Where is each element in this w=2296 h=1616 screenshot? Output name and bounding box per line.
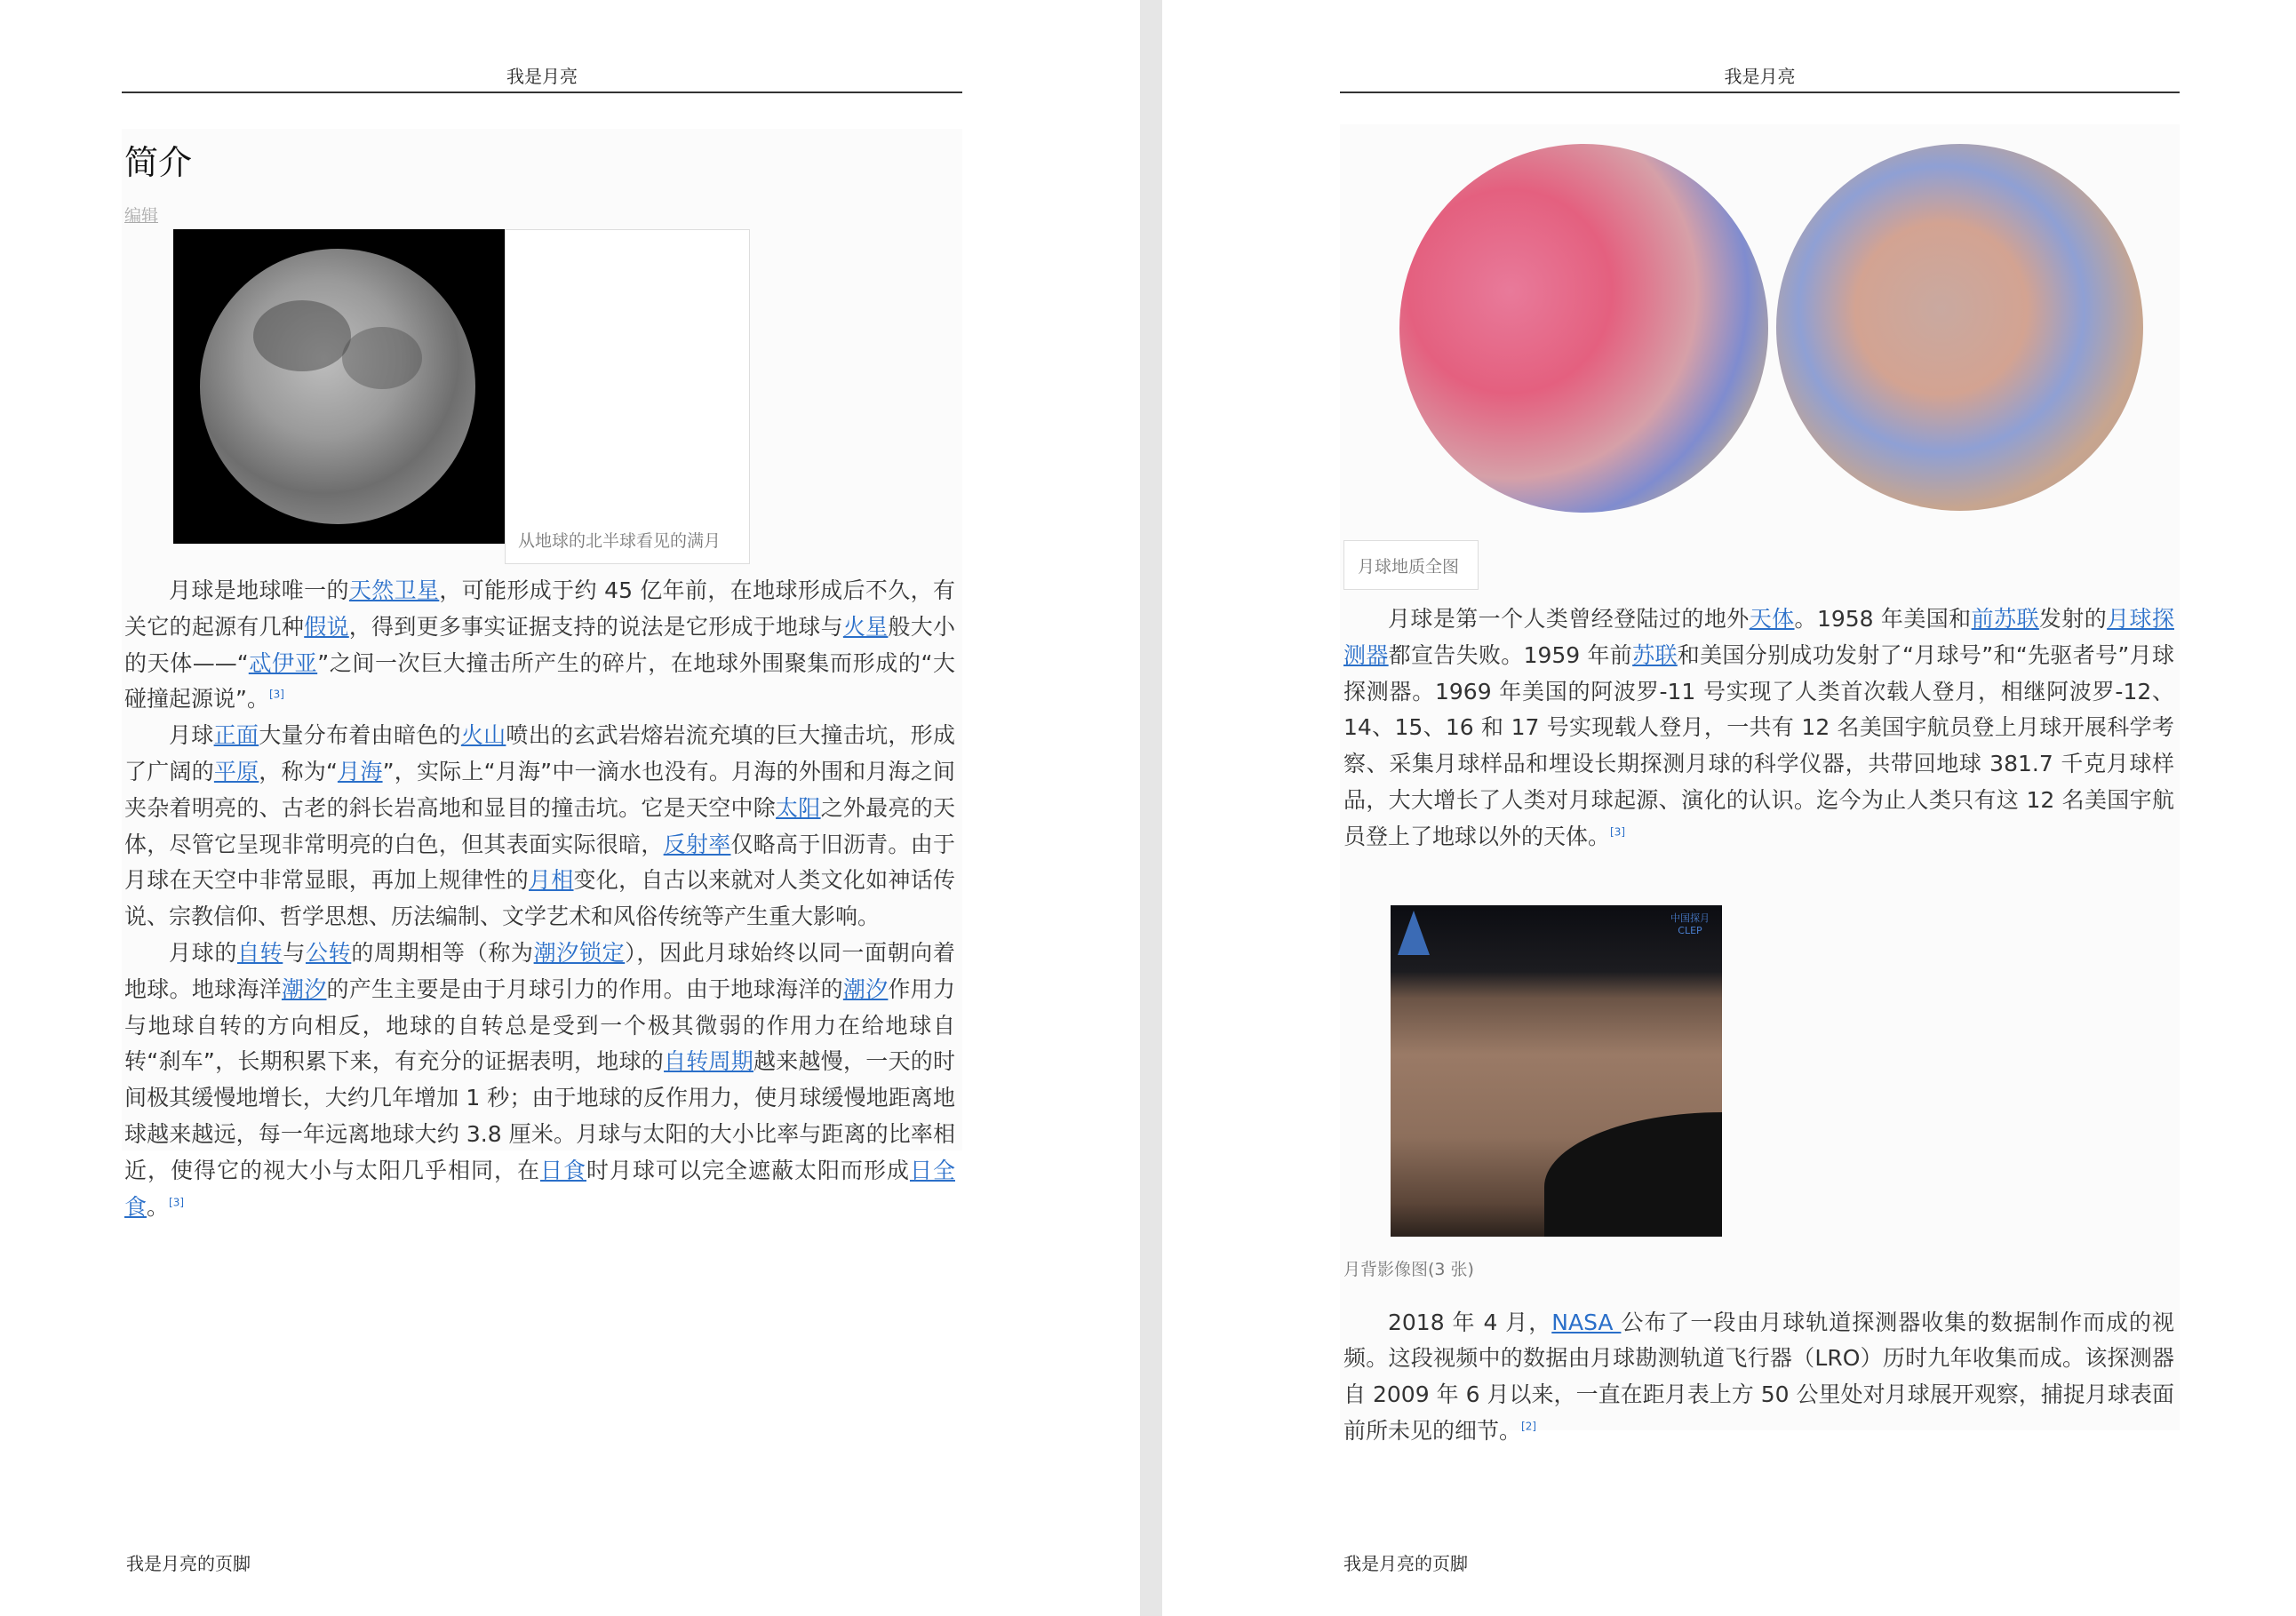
image-caption: 月球地质全图 <box>1358 557 1460 577</box>
far-side-image[interactable] <box>1391 905 1722 1237</box>
page-left <box>0 0 1140 1616</box>
page-header: 我是月亮 <box>1724 66 1796 87</box>
page-gutter <box>1140 0 1162 1616</box>
link-theia[interactable]: 忒伊亚 <box>248 649 318 676</box>
link-lunar-phase[interactable]: 月相 <box>528 867 574 894</box>
link-rotation-period[interactable]: 自转周期 <box>664 1048 754 1075</box>
header-rule <box>122 92 962 93</box>
link-mars[interactable]: 火星 <box>842 613 889 640</box>
page-footer: 我是月亮的页脚 <box>1343 1553 1468 1574</box>
paragraph-rotation: 月球的自转与公转的周期相等（称为潮汐锁定），因此月球始终以同一面朝向着地球。地球海洋潮汐的产生主要是由于月球引力的作用。由于地球海洋的潮汐作用力与地球自转的方向相反，地球的自转总是受到一个极其微弱的作用力在给地球自转“刹车”，长期积累下来，有充分的证据表明，地球的自转周期越来越慢，一天的时间极其缓慢地增长，大约几年增加 1 秒；由于地球的反作用力，使月球缓慢地距离地球越来越远，每一年远离地球大约 3.8 厘米。月球与太阳的大小比率与距离的比率相近，使得它的视大小与太阳几乎相同，在日食时月球可以完全遮蔽太阳而形成日全食。[3] <box>124 939 955 1220</box>
link-tidal-locking[interactable]: 潮汐锁定 <box>533 939 626 966</box>
image-caption: 月背影像图(3 张) <box>1343 1259 1474 1279</box>
link-celestial-body[interactable]: 天体 <box>1749 606 1795 632</box>
link-albedo[interactable]: 反射率 <box>663 831 731 857</box>
link-sun[interactable]: 太阳 <box>776 794 821 821</box>
link-former-soviet[interactable]: 前苏联 <box>1971 606 2039 632</box>
link-rotation[interactable]: 自转 <box>236 939 283 966</box>
paragraph-origin: 月球是地球唯一的天然卫星，可能形成于约 45 亿年前，在地球形成后不久，有关它的起源有几种假说，得到更多事实证据支持的说法是它形成于地球与火星般大小的天体——“忒伊亚”之间一次巨大撞击所产生的碎片，在地球外围聚集而形成的“大碰撞起源说”。[3] <box>124 577 955 712</box>
citation-link[interactable]: [2] <box>1521 1420 1537 1433</box>
citation-link[interactable]: [3] <box>169 1196 185 1209</box>
header-rule <box>1340 92 2180 93</box>
link-solar-eclipse[interactable]: 日食 <box>539 1157 586 1183</box>
image-caption: 从地球的北半球看见的满月 <box>518 531 721 551</box>
clep-logo: 中国探月 CLEP <box>1670 911 1710 936</box>
page-header: 我是月亮 <box>506 66 578 87</box>
link-soviet[interactable]: 苏联 <box>1632 641 1678 668</box>
link-tide[interactable]: 潮汐 <box>281 975 327 1002</box>
section-heading: 简介 <box>124 143 193 182</box>
link-plain[interactable]: 平原 <box>213 758 259 784</box>
page-right <box>1162 0 2296 1616</box>
link-near-side[interactable]: 正面 <box>213 722 259 749</box>
paragraph-nasa-video: 2018 年 4 月，NASA 公布了一段由月球轨道探测器收集的数据制作而成的视频。这段视频中的数据由月球勘测轨道飞行器（LRO）历时九年收集而成。该探测器自 2009 年 6 月以来，一直在距月表上方 50 公里处对月球展开观察，捕捉月球表面前所未见的细节。[2] <box>1343 1309 2174 1444</box>
link-total-eclipse[interactable]: 日全食 <box>124 1157 955 1220</box>
rover-logo-icon <box>1398 911 1430 955</box>
edit-link[interactable]: 编辑 <box>124 206 159 226</box>
link-natural-satellite[interactable]: 天然卫星 <box>348 577 440 603</box>
image-caption-box <box>505 229 750 564</box>
link-hypothesis[interactable]: 假说 <box>304 613 349 640</box>
page-footer: 我是月亮的页脚 <box>126 1553 251 1574</box>
citation-link[interactable]: [3] <box>1610 825 1626 839</box>
link-volcano[interactable]: 火山 <box>460 722 506 749</box>
paragraph-surface: 月球正面大量分布着由暗色的火山喷出的玄武岩熔岩流充填的巨大撞击坑，形成了广阔的平原，称为“月海”，实际上“月海”中一滴水也没有。月海的外围和月海之间夹杂着明亮的、古老的斜长岩高地和显目的撞击坑。它是天空中除太阳之外最亮的天体，尽管它呈现非常明亮的白色，但其表面实际很暗，反射率仅略高于旧沥青。由于月球在天空中非常显眼，再加上规律性的月相变化，自古以来就对人类文化如神话传说、宗教信仰、哲学思想、历法编制、文学艺术和风俗传统等产生重大影响。 <box>124 722 955 930</box>
link-tide[interactable]: 潮汐 <box>842 975 889 1002</box>
full-moon-image[interactable] <box>173 229 505 544</box>
link-revolution[interactable]: 公转 <box>305 939 352 966</box>
paragraph-exploration: 月球是第一个人类曾经登陆过的地外天体。1958 年美国和前苏联发射的月球探测器都宣告失败。1959 年前苏联和美国分别成功发射了“月球号”和“先驱者号”月球探测器。1969 年美国的阿波罗-11 号实现了人类首次载人登月，相继阿波罗-12、14、15、16 和 17 号实现载人登月，一共有 12 名美国宇航员登上月球开展科学考察、采集月球样品和埋设长期探测月球的科学仪器，共带回地球 381.7 千克月球样品，大大增长了人类对月球起源、演化的认识。迄今为止人类只有这 12 名美国宇航员登上了地球以外的天体。[3] <box>1343 606 2174 849</box>
geologic-map-image[interactable] <box>1392 140 2143 518</box>
link-nasa[interactable]: NASA <box>1551 1309 1622 1335</box>
link-lunar-probe[interactable]: 月球探测器 <box>1343 606 2174 668</box>
link-mare[interactable]: 月海 <box>337 758 383 784</box>
citation-link[interactable]: [3] <box>268 689 284 702</box>
left-text-column <box>124 573 955 1225</box>
right-text-column <box>1343 601 2174 1450</box>
